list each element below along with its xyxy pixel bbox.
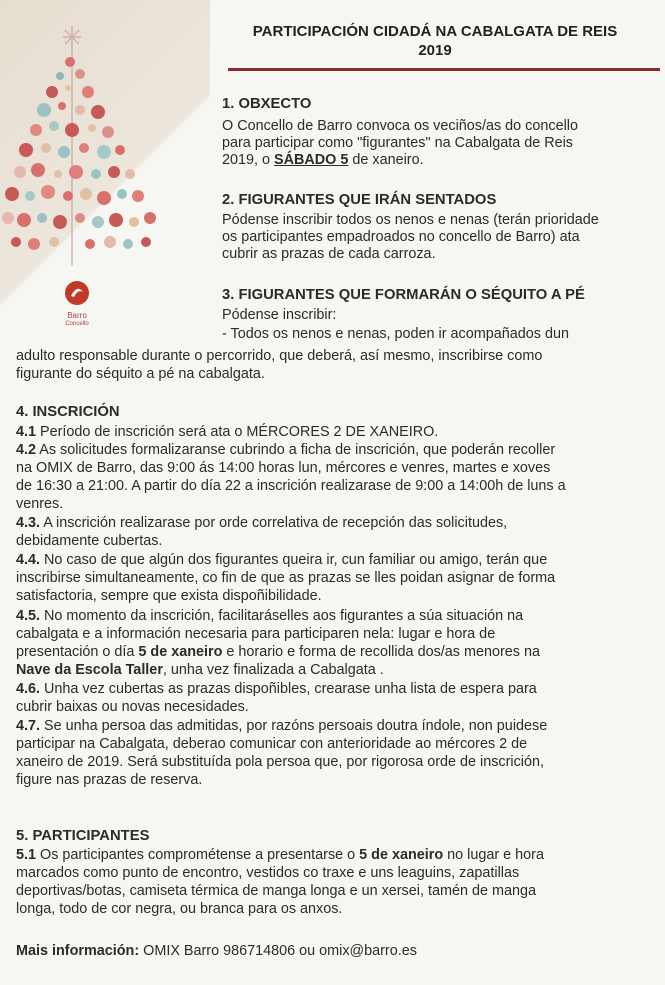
p43-num: 4.3. (16, 515, 41, 531)
p42-text: As solicitudes formalizaranse cubrindo a ficha de inscrición, que poderán recoller (36, 442, 556, 458)
p45-place: Nave da Escola Taller (16, 662, 163, 678)
title-divider (228, 68, 660, 71)
p42-line-1 (16, 442, 555, 459)
section-3-heading: 3. FIGURANTES QUE FORMARÁN O SÉQUITO A PÉ (222, 287, 585, 303)
p44-line-1 (16, 552, 547, 569)
p41 (16, 424, 438, 441)
p45-l3a: presentación o día (16, 644, 139, 660)
s1-line-2: para participar como "figurantes" na Cabalgata de Reis (222, 135, 573, 151)
p41-text: Período de inscrición será ata o MÉRCORES 2 DE XANEIRO. (36, 424, 439, 440)
p44-num: 4.4. (16, 552, 41, 568)
section-4-heading: 4. INSCRICIÓN (16, 404, 120, 420)
p42-line-3: de 16:30 a 21:00. A partir do día 22 a inscrición realizarase de 9:00 a 14:00h de luns a (16, 478, 566, 494)
s1-line-1: O Concello de Barro convoca os veciños/as do concello (222, 118, 578, 134)
p51-line-3: deportivas/botas, camiseta térmica de manga longa e un xersei, tamén de manga (16, 883, 536, 899)
s3-line-4: figurante do séquito a pé na cabalgata. (16, 366, 265, 382)
p47-line-4: figure nas prazas de reserva. (16, 772, 203, 788)
barro-logo-icon (64, 280, 90, 306)
p51-num: 5.1 (16, 847, 37, 863)
p46-line-1 (16, 681, 537, 698)
s1-line-3 (222, 152, 424, 169)
p45-line-3 (16, 644, 540, 661)
p47-line-3: xaneiro de 2019. Será substituída pola persoa que, por rigorosa orde de inscrición, (16, 754, 544, 770)
p51-line-2: marcados como punto de encontro, vestidos co traxe e uns leaguins, zapatillas (16, 865, 520, 881)
barro-logo (55, 280, 99, 329)
section-2-heading: 2. FIGURANTES QUE IRÁN SENTADOS (222, 192, 497, 208)
section-1-heading: 1. OBXECTO (222, 96, 312, 112)
p41-num: 4.1 (16, 424, 37, 440)
title-line-1: PARTICIPACIÓN CIDADÁ NA CABALGATA DE REIS (252, 23, 618, 40)
s1-date: SÁBADO 5 (274, 152, 349, 168)
s3-line-2: - Todos os nenos e nenas, poden ir acompañados dun (222, 326, 569, 342)
p45-text: No momento da inscrición, facilitaráselles aos figurantes a súa situación na (40, 608, 524, 624)
s2-line-1: Pódense inscribir todos os nenos e nenas (terán prioridade (222, 212, 599, 228)
p42-num: 4.2 (16, 442, 37, 458)
p51-line-4: longa, todo de cor negra, ou branca para os anxos. (16, 901, 343, 917)
s1-line-3a: 2019, o (222, 152, 275, 168)
logo-name: Barro (67, 311, 87, 320)
p45-num: 4.5. (16, 608, 41, 624)
contact-text: OMIX Barro 986714806 ou omix@barro.es (139, 943, 417, 959)
p46-line-2: cubrir baixas ou novas necesidades. (16, 699, 249, 715)
p51-l1a: Os participantes comprométense a presentarse o (36, 847, 360, 863)
p47-line-1 (16, 718, 547, 735)
p45-line-2: cabalgata e a información necesaria para participaren nela: lugar e hora de (16, 626, 496, 642)
title-line-2: 2019 (418, 42, 452, 59)
p51-date: 5 de xaneiro (359, 847, 444, 863)
p46-text: Unha vez cubertas as prazas dispoñibles, crearase unha lista de espera para (40, 681, 537, 697)
section-5-heading: 5. PARTICIPANTES (16, 828, 150, 844)
p47-line-2: participar na Cabalgata, deberao comunicar con anterioridade ao mércores 2 de (16, 736, 528, 752)
p45-line-1 (16, 608, 523, 625)
p47-num: 4.7. (16, 718, 41, 734)
p43-text: A inscrición realizarase por orde correlativa de recepción das solicitudes, (40, 515, 508, 531)
p43-line-2: debidamente cubertas. (16, 533, 163, 549)
p45-line-4 (16, 662, 384, 679)
p44-line-2: inscribirse simultaneamente, co fin de que as prazas se lles poidan asignar de forma (16, 570, 556, 586)
contact-info (16, 943, 417, 960)
p43-line-1 (16, 515, 507, 532)
p46-num: 4.6. (16, 681, 41, 697)
page-title (225, 22, 645, 60)
s3-line-3: adulto responsable durante o percorrido, que deberá, así mesmo, inscribirse como (16, 348, 543, 364)
logo-sub: Concello (65, 321, 89, 327)
p42-line-4: venres. (16, 496, 64, 512)
p42-line-2: na OMIX de Barro, das 9:00 ás 14:00 horas lun, mércores e venres, martes e xoves (16, 460, 551, 476)
s3-line-1: Pódense inscribir: (222, 307, 337, 323)
p45-date: 5 de xaneiro (138, 644, 223, 660)
p51-line-1 (16, 847, 544, 864)
p44-text: No caso de que algún dos figurantes queira ir, cun familiar ou amigo, terán que (40, 552, 548, 568)
s2-line-3: cubrir as prazas de cada carroza. (222, 246, 436, 262)
christmas-tree-illustration (0, 22, 160, 272)
p44-line-3: satisfactoria, sempre que exista dispoñibilidade. (16, 588, 322, 604)
contact-label: Mais información: (16, 943, 140, 959)
s2-line-2: os participantes empadroados no concello de Barro) ata (222, 229, 580, 245)
p47-text: Se unha persoa das admitidas, por razóns persoais doutra índole, non puidese (40, 718, 548, 734)
p51-l1c: no lugar e hora (443, 847, 544, 863)
p45-l4b: , unha vez finalizada a Cabalgata . (162, 662, 384, 678)
p45-l3c: e horario e forma de recollida dos/as menores na (222, 644, 540, 660)
s1-line-3c: de xaneiro. (348, 152, 424, 168)
